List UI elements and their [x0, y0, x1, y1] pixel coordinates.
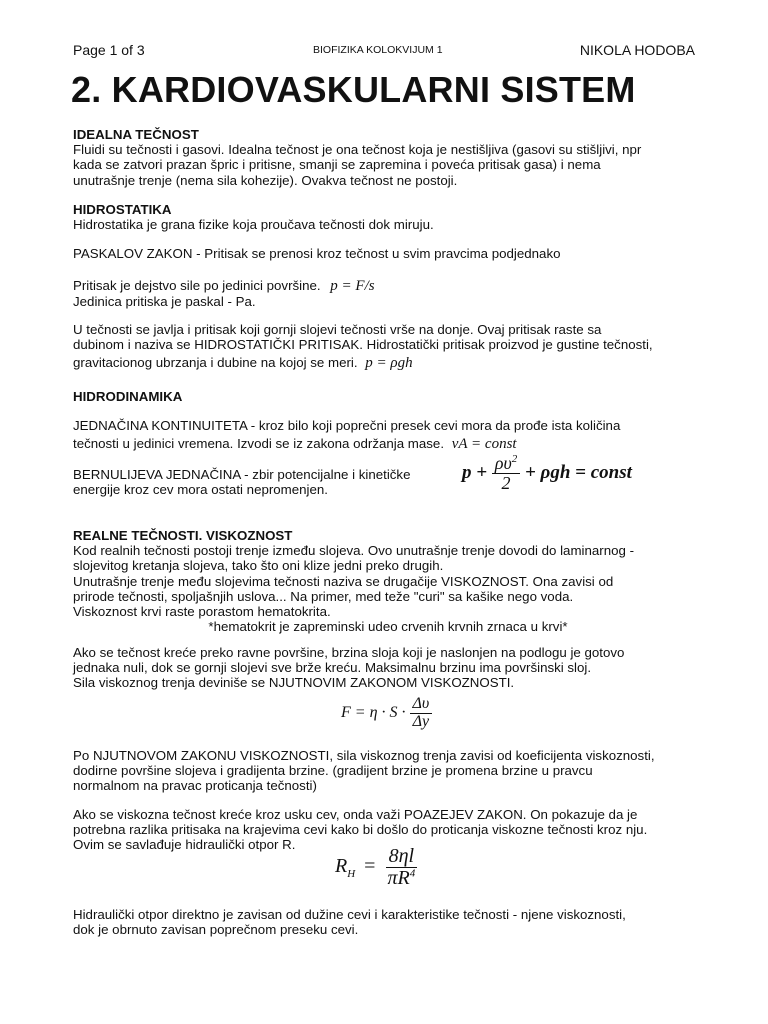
kontinuitet-paragraph — [73, 418, 703, 452]
author-name: NIKOLA HODOBA — [579, 42, 695, 58]
section-realne-tecnosti — [73, 528, 703, 634]
paragraph-line: Fluidi su tečnosti i gasovi. Idealna tečnost je ona tečnost koja je nestišljiva (gasovi su stišljivi, npr — [73, 142, 642, 158]
paragraph-line: dodirne površine slojeva i gradijenta brzine. (gradijent brzine je promena brzine u pravcu — [73, 763, 593, 779]
section-heading: HIDROSTATIKA — [73, 202, 172, 217]
paragraph-line: Ako se tečnost kreće preko ravne površine, brzina sloja koji je naslonjen na podlogu je gotovo — [73, 645, 625, 660]
paragraph-line: Hidraulički otpor direktno je zavisan od dužine cevi i karakteristike tečnosti - njene viskoznosti, — [73, 907, 626, 922]
paragraph-line: energije kroz cev mora ostati nepromenjen. — [73, 482, 328, 498]
paragraph-text: tečnosti u jedinici vremena. Izvodi se iz zakona održanja mase. — [73, 436, 445, 452]
newton-viscosity-formula — [341, 696, 432, 731]
fraction-denominator: 2 — [501, 472, 511, 493]
fraction-numerator: Δυ — [410, 696, 433, 714]
paragraph-line: prirode tečnosti, spoljašnjih uslova... Na primer, med teže "curi" sa kašike nego voda. — [73, 588, 574, 604]
hematokrit-note: *hematokrit je zapreminski udeo crvenih krvnih zrnaca u krvi* — [208, 619, 568, 635]
page-number: Page 1 of 3 — [73, 42, 145, 58]
fraction-denominator: Δy — [412, 712, 430, 730]
fraction-numerator: $\rho\upsilon^2$ — [492, 454, 520, 474]
paragraph-line: potrebna razlika pritisaka na krajevima cevi kako bi došlo do proticanja viskozne tečnosti kroz nju. — [73, 822, 648, 838]
fraction — [410, 696, 433, 731]
paragraph-text: Pritisak je dejstvo sile po jedinici površine. — [73, 278, 321, 293]
paragraph-text: gravitacionog ubrzanja i dubine na kojoj se meri. — [73, 355, 358, 371]
paragraph-line: unutrašnje trenje (nema sila kohezije). Ovakva tečnost ne postoji. — [73, 172, 458, 188]
formula-part: F = η · S · — [341, 703, 406, 721]
fraction-numerator: 8ηl — [386, 846, 417, 868]
paragraph-line: PASKALOV ZAKON - Pritisak se prenosi kroz tečnost u svim pravcima podjednako — [73, 246, 561, 261]
paragraph-line — [73, 436, 703, 452]
pressure-formula: p = F/s — [330, 278, 375, 294]
bernoulli-formula — [462, 454, 632, 493]
njutnov-zakon-paragraph — [73, 748, 703, 794]
paragraph-line: dubinom i naziva se HIDROSTATIČKI PRITISAK. Hidrostatički pritisak proizvod je gustine tečnosti, — [73, 337, 653, 353]
paragraph-line: JEDNAČINA KONTINUITETA - kroz bilo koji poprečni presek cevi mora da prođe ista količina — [73, 418, 621, 433]
paragraph-line: dok je obrnuto zavisan poprečnom preseku cevi. — [73, 922, 359, 938]
hidrostaticki-pritisak-paragraph — [73, 322, 703, 372]
formula-part: p + — [462, 461, 488, 483]
paragraph-line: kada se zatvori prazan špric i pritisne, smanji se zapremina i poveća pritisak gasa) i nema — [73, 157, 601, 173]
section-hidrostatika — [73, 202, 703, 232]
paragraph-line: jednaka nuli, dok se gornji slojevi sve brže kreću. Maksimalnu brzinu ima površinski sloj. — [73, 660, 592, 676]
paragraph-line: BERNULIJEVA JEDNAČINA - zbir potencijalne i kinetičke — [73, 467, 411, 482]
course-name: BIOFIZIKA KOLOKVIJUM 1 — [313, 44, 443, 56]
page-header — [73, 43, 695, 61]
paragraph-line: U tečnosti se javlja i pritisak koji gornji slojevi tečnosti vrše na donje. Ovaj pritisak raste sa — [73, 322, 602, 337]
paragraph-line: Viskoznost krvi raste porastom hematokrita. — [73, 604, 331, 620]
paragraph-line: Unutrašnje trenje među slojevima tečnosti naziva se drugačije VISKOZNOST. Ona zavisi od — [73, 573, 614, 589]
paragraph-line: Jedinica pritiska je paskal - Pa. — [73, 294, 256, 310]
equals-sign: = — [364, 855, 376, 878]
paragraph-line — [73, 278, 703, 294]
fraction — [492, 454, 520, 493]
fraction — [384, 846, 418, 889]
hidraulicki-otpor-paragraph — [73, 907, 703, 937]
section-heading: REALNE TEČNOSTI. VISKOZNOST — [73, 528, 293, 543]
paragraph-line — [73, 355, 703, 371]
paragraph-line: Ovim se savlađuje hidraulički otpor R. — [73, 837, 296, 853]
fraction-denominator: $\pi R^4$ — [387, 867, 416, 889]
paragraph-line: Sila viskoznog trenja deviniše se NJUTNOVIM ZAKONOM VISKOZNOSTI. — [73, 675, 515, 691]
paragraph-line: slojevitog kretanja slojeva, tako što oni klize jedni preko drugih. — [73, 558, 444, 574]
paragraph-line: Hidrostatika je grana fizike koja proučava tečnosti dok miruju. — [73, 217, 434, 233]
paragraph-line: Ako se viskozna tečnost kreće kroz usku cev, onda važi POAZEJEV ZAKON. On pokazuje da je — [73, 807, 638, 822]
formula-part: + ρgh = const — [524, 461, 632, 483]
hydrostatic-pressure-formula: p = ρgh — [365, 355, 413, 372]
bernulijeva-paragraph — [73, 467, 453, 497]
paskalov-zakon-paragraph — [73, 246, 703, 261]
formula-part: $R_H$ — [335, 855, 356, 881]
paragraph-line: normalnom na pravac proticanja tečnosti) — [73, 778, 317, 794]
section-heading: IDEALNA TEČNOST — [73, 127, 199, 142]
section-hidrodinamika — [73, 389, 703, 404]
paragraph-line: Kod realnih tečnosti postoji trenje između slojeva. Ovo unutrašnje trenje dovodi do laminarnog - — [73, 543, 635, 559]
exponent: 2 — [511, 453, 518, 465]
continuity-formula: vA = const — [451, 436, 517, 453]
paragraph-line: Po NJUTNOVOM ZAKONU VISKOZNOSTI, sila viskoznog trenja zavisi od koeficijenta viskoznosti, — [73, 748, 655, 763]
pritisak-paragraph — [73, 278, 703, 309]
page-title: 2. KARDIOVASKULARNI SISTEM — [71, 69, 636, 110]
section-heading: HIDRODINAMIKA — [73, 389, 183, 404]
section-idealna-tecnost — [73, 127, 703, 188]
poiseuille-formula — [335, 846, 418, 889]
ravne-povrsine-paragraph — [73, 645, 703, 691]
